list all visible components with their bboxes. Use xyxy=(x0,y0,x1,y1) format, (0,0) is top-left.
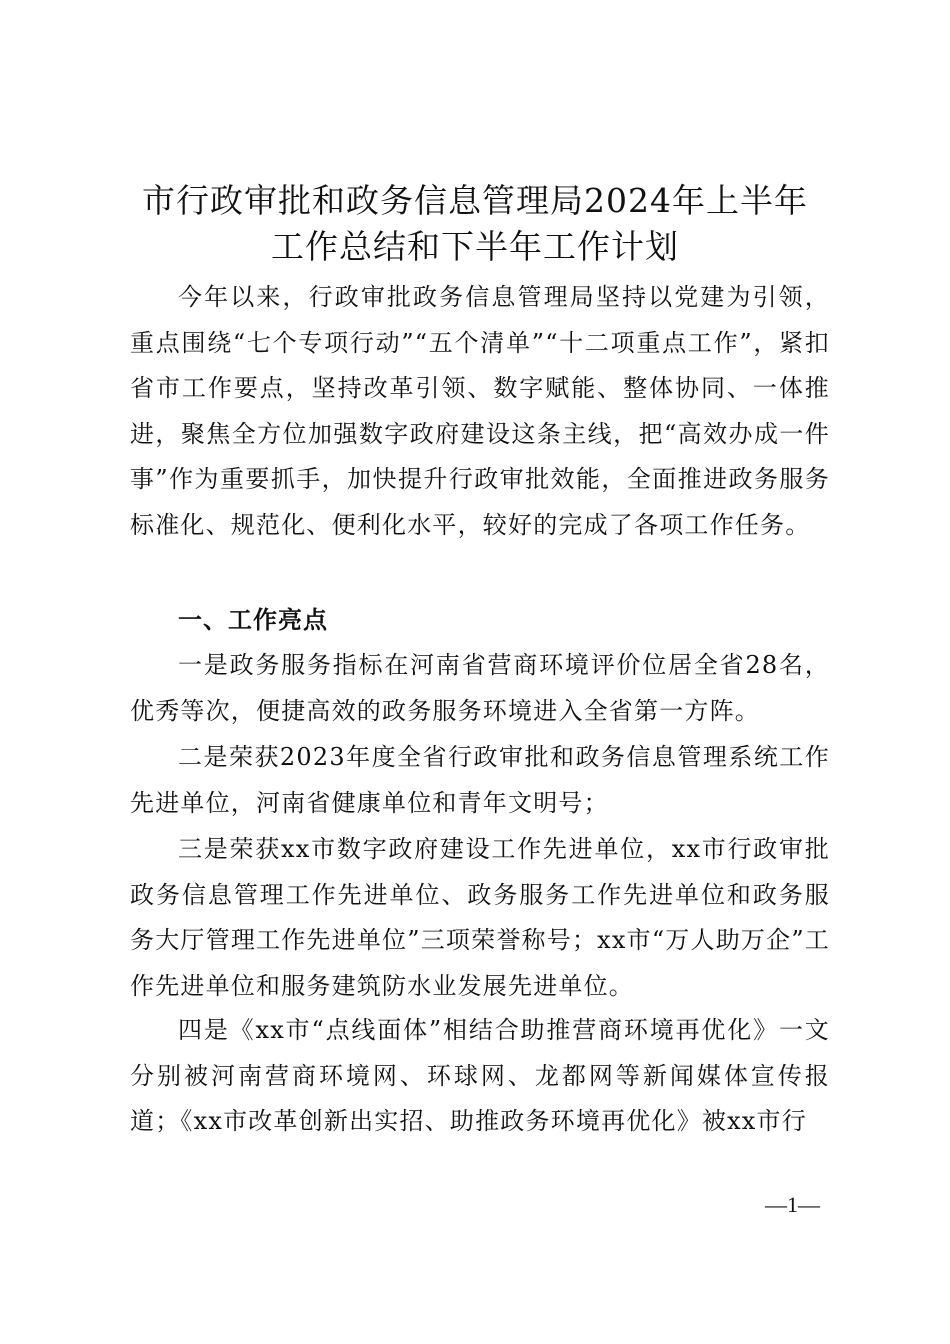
highlight-paragraph-1: 一是政务服务指标在河南省营商环境评价位居全省28名，优秀等次，便捷高效的政务服务环境进入全省第一方阵。 xyxy=(130,651,830,725)
section-heading-highlights: 一、工作亮点 xyxy=(178,605,328,634)
highlight-paragraph-3: 三是荣获xx市数字政府建设工作先进单位，xx市行政审批政务信息管理工作先进单位、政务服务工作先进单位和政务服务大厅管理工作先进单位”三项荣誉称号；xx市“万人助万企”工作先进单位和服务建筑防水业发展先进单位。 xyxy=(130,835,830,1000)
document-title-line-1: 市行政审批和政务信息管理局2024年上半年 xyxy=(142,181,808,220)
highlight-paragraph-4: 四是《xx市“点线面体”相结合助推营商环境再优化》一文分别被河南营商环境网、环球网、龙都网等新闻媒体宣传报道；《xx市改革创新出实招、助推政务环境再优化》被xx市行 xyxy=(130,1016,830,1136)
highlight-paragraph-2: 二是荣获2023年度全省行政审批和政务信息管理系统工作先进单位，河南省健康单位和青年文明号； xyxy=(130,743,830,817)
document-title-line-2: 工作总结和下半年工作计划 xyxy=(271,227,679,266)
intro-paragraph: 今年以来，行政审批政务信息管理局坚持以党建为引领，重点围绕“七个专项行动”“五个清单”“十二项重点工作”，紧扣省市工作要点，坚持改革引领、数字赋能、整体协同、一体推进，聚焦全方位加强数字政府建设这条主线，把“高效办成一件事”作为重要抓手，加快提升行政审批效能，全面推进政务服务标准化、规范化、便利化水平，较好的完成了各项工作任务。 xyxy=(130,283,830,539)
page-number: —1— xyxy=(765,1192,820,1217)
